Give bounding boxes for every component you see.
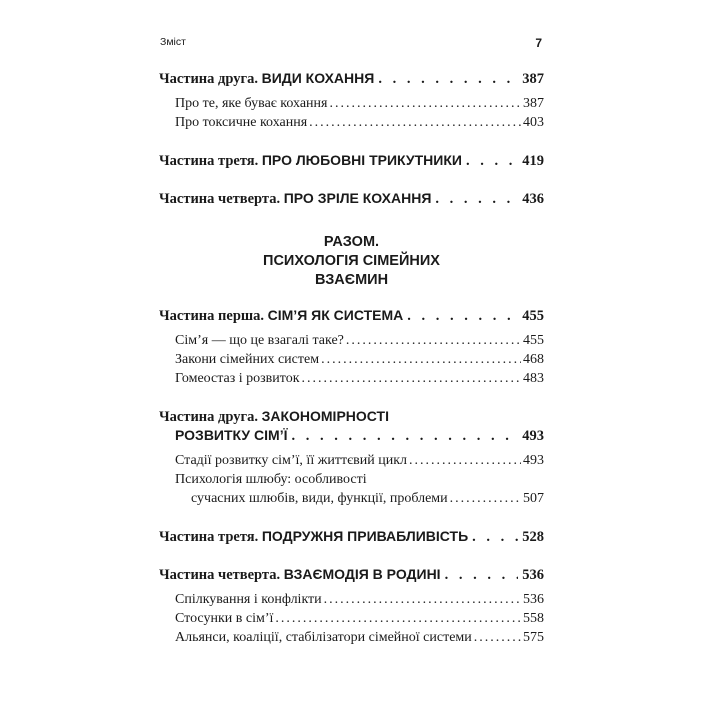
entry-prefix: Частина третя. (159, 153, 259, 169)
section-heading-line: ВЗАЄМИН (314, 272, 389, 288)
entry-title: Альянси, коаліції, стабілізатори сімейної системи (175, 630, 472, 645)
dot-leader (474, 630, 521, 646)
entry-page: 536 (523, 592, 544, 607)
dot-leader (409, 453, 521, 469)
toc-entry-sub[interactable] (175, 96, 544, 112)
entry-prefix: Частина перша. (159, 308, 265, 324)
toc-entry-sub[interactable] (175, 115, 544, 131)
entry-page: 436 (522, 191, 544, 207)
entry-page: 387 (523, 96, 544, 111)
dot-leader (407, 308, 518, 325)
running-head (160, 36, 542, 50)
entry-title: Закони сімейних систем (175, 352, 320, 367)
entry-title-cont: РОЗВИТКУ СІМ’Ї (175, 427, 288, 443)
dot-leader (324, 592, 521, 608)
entry-title: СІМ’Я ЯК СИСТЕМА (267, 307, 404, 323)
toc-entry-part[interactable] (159, 528, 544, 546)
dot-leader (275, 611, 521, 627)
dot-leader (435, 191, 518, 208)
entry-prefix: Частина друга. (159, 71, 258, 87)
entry-title: ВЗАЄМОДІЯ В РОДИНІ (283, 566, 441, 582)
entry-title: Сім’я — що це взагалі таке? (175, 333, 344, 348)
toc-entry-part-line2[interactable] (175, 427, 544, 445)
entry-page: 493 (523, 453, 544, 468)
entry-title: Про токсичне кохання (175, 115, 308, 130)
entry-page: 468 (523, 352, 544, 367)
toc-entry-sub[interactable] (175, 611, 544, 627)
toc-entry-part[interactable] (159, 566, 544, 584)
entry-page: 483 (523, 371, 544, 386)
dot-leader (466, 153, 518, 170)
dot-leader (321, 352, 521, 368)
toc-entry-part[interactable] (159, 190, 544, 208)
dot-leader (472, 529, 518, 546)
dot-leader (302, 371, 521, 387)
section-heading (159, 233, 544, 290)
entry-title: ПРО ЛЮБОВНІ ТРИКУТНИКИ (261, 152, 462, 168)
toc-entry-part[interactable] (159, 152, 544, 170)
dot-leader (329, 96, 521, 112)
toc-entry-sub[interactable] (175, 371, 544, 387)
entry-page: 528 (522, 529, 544, 545)
entry-title: ВИДИ КОХАННЯ (261, 70, 375, 86)
entry-prefix: Частина друга. (159, 409, 258, 425)
entry-title: Стадії розвитку сім’ї, її життєвий цикл (175, 453, 407, 468)
entry-title: Гомеостаз і розвиток (175, 371, 300, 386)
toc-entry-part[interactable] (159, 307, 544, 325)
toc-entry-sub-line2[interactable] (191, 491, 544, 507)
section-heading-line: ПСИХОЛОГІЯ СІМЕЙНИХ (263, 253, 440, 269)
entry-page: 507 (523, 491, 544, 506)
toc-entry-sub-line1[interactable] (175, 472, 367, 488)
toc-entry-sub[interactable] (175, 352, 544, 368)
entry-prefix: Частина третя. (159, 529, 259, 545)
entry-title: Стосунки в сім’ї (175, 611, 274, 626)
entry-prefix: Частина четверта. (159, 567, 281, 583)
toc-entry-sub[interactable] (175, 453, 544, 469)
toc-entry-part-line1[interactable] (159, 408, 389, 426)
toc-entry-part[interactable] (159, 70, 544, 88)
entry-page: 558 (523, 611, 544, 626)
dot-leader (378, 71, 518, 88)
entry-title-cont: сучасних шлюбів, види, функції, проблеми (191, 491, 448, 506)
entry-page: 575 (523, 630, 544, 645)
entry-page: 419 (522, 153, 544, 169)
entry-page: 455 (522, 308, 544, 324)
dot-leader (346, 333, 521, 349)
entry-page: 493 (522, 428, 544, 444)
entry-title: ПОДРУЖНЯ ПРИВАБЛИВІСТЬ (261, 528, 469, 544)
dot-leader (309, 115, 521, 131)
running-head-title: Зміст (160, 36, 186, 48)
entry-title: Про те, яке буває кохання (175, 96, 328, 111)
entry-page: 455 (523, 333, 544, 348)
entry-page: 536 (522, 567, 544, 583)
toc-entry-sub[interactable] (175, 592, 544, 608)
entry-page: 387 (522, 71, 544, 87)
entry-page: 403 (523, 115, 544, 130)
entry-title: ПРО ЗРІЛЕ КОХАННЯ (283, 190, 432, 206)
entry-title: Спілкування і конфлікти (175, 592, 322, 607)
dot-leader (291, 428, 518, 445)
dot-leader (445, 567, 519, 584)
section-heading-line: РАЗОМ. (323, 234, 380, 250)
entry-title: Психологія шлюбу: особливості (175, 472, 367, 487)
entry-title: ЗАКОНОМІРНОСТІ (261, 408, 389, 424)
entry-prefix: Частина четверта. (159, 191, 281, 207)
toc-entry-sub[interactable] (175, 630, 544, 646)
page-number: 7 (535, 36, 542, 50)
dot-leader (450, 491, 521, 507)
toc-entry-sub[interactable] (175, 333, 544, 349)
